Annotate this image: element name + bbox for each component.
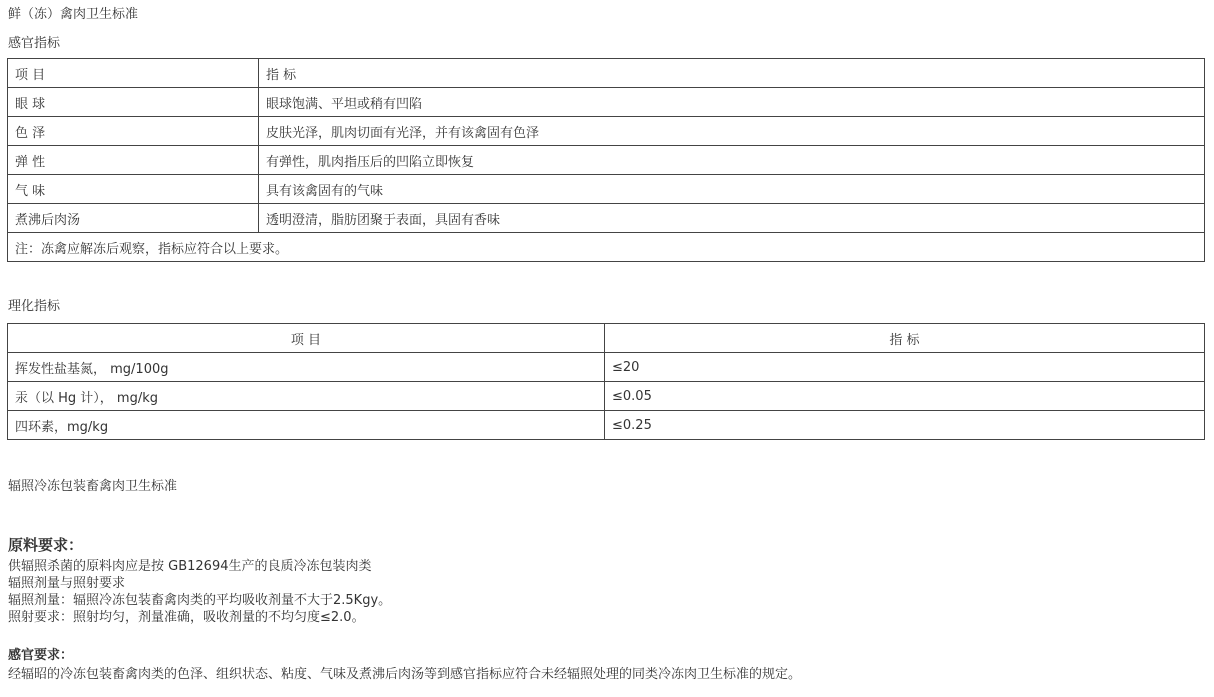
table-header-cell: 项 目 — [8, 59, 259, 88]
table-cell: 气 味 — [8, 175, 259, 204]
table-row — [8, 117, 1205, 146]
table-cell: 汞（以 Hg 计）， mg/kg — [8, 382, 605, 411]
table-cell: 挥发性盐基氮， mg/100g — [8, 353, 605, 382]
physchem-indicators-table — [7, 323, 1205, 440]
table-header-row — [8, 59, 1205, 88]
table-header-cell: 指 标 — [259, 59, 1205, 88]
table-cell: 四环素，mg/kg — [8, 411, 605, 440]
section-label-physchem: 理化指标 — [8, 299, 61, 314]
table-cell: ≤0.05 — [605, 382, 1205, 411]
table-cell: 色 泽 — [8, 117, 259, 146]
raw-material-line: 供辐照杀菌的原料肉应是按 GB12694生产的良质冷冻包装肉类 — [8, 559, 372, 574]
raw-material-line: 辐照剂量与照射要求 — [8, 576, 126, 591]
table-header-row — [8, 324, 1205, 353]
table-header-cell: 指 标 — [605, 324, 1205, 353]
table-cell: 透明澄清，脂肪团聚于表面，具固有香味 — [259, 204, 1205, 233]
raw-material-heading: 原料要求： — [8, 536, 84, 554]
table-row — [8, 146, 1205, 175]
section-label-sensory: 感官指标 — [8, 36, 61, 51]
table-row — [8, 411, 1205, 440]
table-note-cell: 注：冻禽应解冻后观察，指标应符合以上要求。 — [8, 233, 1205, 262]
table-cell: 煮沸后肉汤 — [8, 204, 259, 233]
table-header-cell: 项 目 — [8, 324, 605, 353]
page-title: 鲜（冻）禽肉卫生标准 — [8, 7, 139, 22]
table-cell: 弹 性 — [8, 146, 259, 175]
table-cell: ≤20 — [605, 353, 1205, 382]
table-cell: 皮肤光泽，肌肉切面有光泽，并有该禽固有色泽 — [259, 117, 1205, 146]
table-row — [8, 353, 1205, 382]
raw-material-line: 照射要求：照射均匀，剂量准确，吸收剂量的不均匀度≤2.0。 — [8, 610, 365, 625]
table-row — [8, 88, 1205, 117]
table-cell: 具有该禽固有的气味 — [259, 175, 1205, 204]
sensory-indicators-table — [7, 58, 1205, 262]
table-row — [8, 204, 1205, 233]
table-cell: 有弹性，肌肉指压后的凹陷立即恢复 — [259, 146, 1205, 175]
table-row — [8, 382, 1205, 411]
table-note-row — [8, 233, 1205, 262]
raw-material-line: 辐照剂量：辐照冷冻包装畜禽肉类的平均吸收剂量不大于2.5Kgy。 — [8, 593, 392, 608]
raw-material-paragraph — [8, 558, 1214, 626]
table-cell: ≤0.25 — [605, 411, 1205, 440]
sensory-requirement-line: 经辐昭的冷冻包装畜禽肉类的色泽、组织状态、粘度、气味及煮沸后肉汤等到感官指标应符合未经辐照处理的同类冷冻肉卫生标准的规定。 — [8, 667, 802, 682]
table-cell: 眼球饱满、平坦或稍有凹陷 — [259, 88, 1205, 117]
table-cell: 眼 球 — [8, 88, 259, 117]
table-row — [8, 175, 1205, 204]
section3-title: 辐照冷冻包装畜禽肉卫生标准 — [8, 479, 178, 494]
sensory-requirement-heading: 感官要求： — [8, 648, 74, 663]
